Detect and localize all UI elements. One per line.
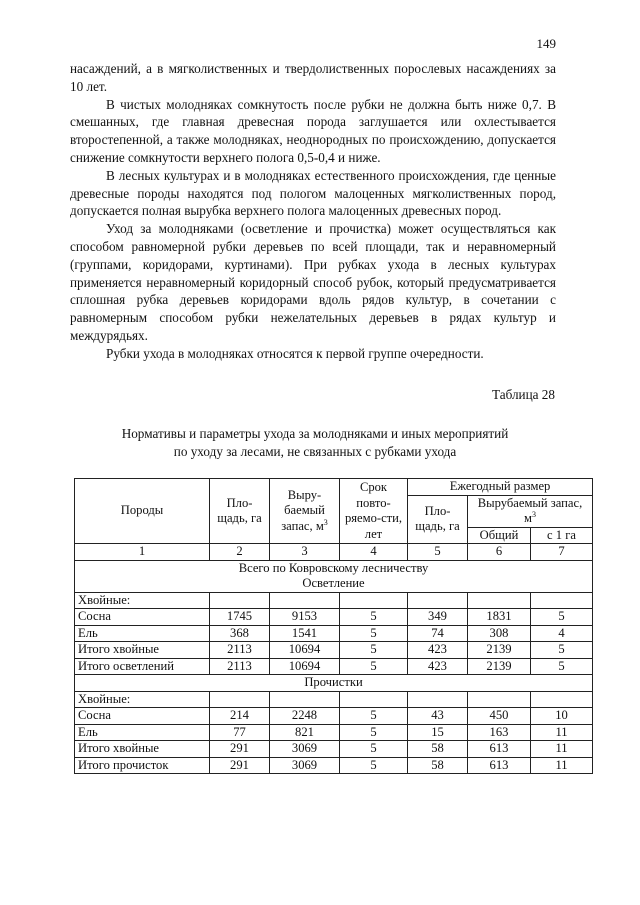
row-volume: 821 bbox=[270, 724, 340, 741]
row-name: Ель bbox=[75, 625, 210, 642]
header-annual: Ежегодный размер bbox=[408, 479, 593, 496]
row-volume: 9153 bbox=[270, 609, 340, 626]
page-number: 149 bbox=[536, 36, 556, 51]
row-period: 5 bbox=[340, 642, 408, 659]
row-area: 77 bbox=[210, 724, 270, 741]
row-annual-area: 43 bbox=[408, 708, 468, 725]
header-harvest-volume-text: Выру-баемый запас, м bbox=[281, 487, 325, 533]
forestry-title bbox=[75, 560, 593, 592]
empty-cell bbox=[408, 592, 468, 609]
row-volume: 3069 bbox=[270, 741, 340, 758]
row-total: 613 bbox=[468, 757, 531, 774]
header-harvest-volume bbox=[270, 479, 340, 544]
row-area: 368 bbox=[210, 625, 270, 642]
header-period: Срок повто-ряемо-сти, лет bbox=[340, 479, 408, 544]
table-label: Таблица 28 bbox=[492, 387, 555, 402]
header-annual-volume bbox=[468, 495, 593, 527]
row-annual-area: 15 bbox=[408, 724, 468, 741]
row-per-ha: 4 bbox=[531, 625, 593, 642]
forestry-name: Всего по Ковровскому лесничеству bbox=[238, 560, 429, 575]
row-area: 291 bbox=[210, 741, 270, 758]
col-num-5: 5 bbox=[408, 544, 468, 561]
row-per-ha: 10 bbox=[531, 708, 593, 725]
row-area: 291 bbox=[210, 757, 270, 774]
header-annual-area: Пло-щадь, га bbox=[408, 495, 468, 544]
paragraph-4: Уход за молодняками (осветление и прочистка) может осуществляться как способом равномерной рубки деревьев по всей площади, так и неравномерный (группами, коридорами, куртинами). При рубках ухода в лесных культурах применяется неравномерный коридорный способ рубок, который предусматривается сплошная рубка деревьев коридорами вдоль рядов культур, в сочетании с равномерным способом рубки нежелательных деревьев в рядах культур и междурядьях. bbox=[70, 221, 556, 343]
table-row bbox=[75, 642, 593, 659]
row-total: 1831 bbox=[468, 609, 531, 626]
row-annual-area: 423 bbox=[408, 642, 468, 659]
paragraph-1: насаждений, а в мягколиственных и твердолиственных порослевых насаждениях за 10 лет. bbox=[70, 61, 556, 94]
empty-cell bbox=[340, 592, 408, 609]
empty-cell bbox=[340, 691, 408, 708]
empty-cell bbox=[408, 691, 468, 708]
row-volume: 1541 bbox=[270, 625, 340, 642]
row-name: Итого прочисток bbox=[75, 757, 210, 774]
col-num-6: 6 bbox=[468, 544, 531, 561]
row-annual-area: 58 bbox=[408, 757, 468, 774]
col-num-2: 2 bbox=[210, 544, 270, 561]
row-total: 613 bbox=[468, 741, 531, 758]
empty-cell bbox=[270, 691, 340, 708]
row-period: 5 bbox=[340, 625, 408, 642]
col-num-3: 3 bbox=[270, 544, 340, 561]
row-per-ha: 11 bbox=[531, 724, 593, 741]
header-total: Общий bbox=[468, 527, 531, 544]
header-area: Пло-щадь, га bbox=[210, 479, 270, 544]
row-total: 2139 bbox=[468, 658, 531, 675]
group-label: Хвойные: bbox=[75, 592, 210, 609]
header-row-1 bbox=[75, 479, 593, 496]
column-number-row bbox=[75, 544, 593, 561]
row-per-ha: 5 bbox=[531, 642, 593, 659]
row-annual-area: 74 bbox=[408, 625, 468, 642]
section-row bbox=[75, 675, 593, 692]
row-name: Итого хвойные bbox=[75, 741, 210, 758]
section-title-thinning: Прочистки bbox=[75, 675, 593, 692]
paragraph-2: В чистых молодняках сомкнутость после рубки не должна быть ниже 0,7. В смешанных, где главная древесная порода заглушается или охлестывается второстепенной, а также молодняках, неоднородных по происхождению, допускается снижение сомкнутости верхнего полога 0,5-0,4 и ниже. bbox=[70, 96, 556, 165]
table-title-line-1: Нормативы и параметры ухода за молодняками и иных мероприятий bbox=[121, 426, 509, 441]
row-volume: 10694 bbox=[270, 658, 340, 675]
table-title-line-2: по уходу за лесами, не связанных с рубками ухода bbox=[173, 443, 457, 459]
row-area: 2113 bbox=[210, 642, 270, 659]
paragraph-3: В лесных культурах и в молодняках естественного происхождения, где ценные древесные породы находятся под пологом малоценных мягколиственных пород, допускается полная вырубка верхнего полога малоценных древесных пород. bbox=[70, 167, 556, 219]
empty-cell bbox=[531, 691, 593, 708]
header-species: Породы bbox=[75, 479, 210, 544]
row-total: 2139 bbox=[468, 642, 531, 659]
header-per-ha: с 1 га bbox=[531, 527, 593, 544]
row-period: 5 bbox=[340, 724, 408, 741]
empty-cell bbox=[210, 691, 270, 708]
group-row bbox=[75, 691, 593, 708]
row-name: Итого осветлений bbox=[75, 658, 210, 675]
table-row bbox=[75, 757, 593, 774]
empty-cell bbox=[468, 691, 531, 708]
row-volume: 3069 bbox=[270, 757, 340, 774]
section-title-clearing: Осветление bbox=[302, 576, 365, 590]
col-num-1: 1 bbox=[75, 544, 210, 561]
norms-table bbox=[74, 478, 593, 774]
row-name: Сосна bbox=[75, 609, 210, 626]
body-text bbox=[70, 60, 556, 363]
empty-cell bbox=[210, 592, 270, 609]
table-title bbox=[60, 425, 570, 461]
row-per-ha: 11 bbox=[531, 757, 593, 774]
col-num-7: 7 bbox=[531, 544, 593, 561]
row-per-ha: 5 bbox=[531, 609, 593, 626]
row-per-ha: 5 bbox=[531, 658, 593, 675]
group-label: Хвойные: bbox=[75, 691, 210, 708]
row-period: 5 bbox=[340, 658, 408, 675]
header-harvest-volume-sup: 3 bbox=[323, 517, 328, 527]
row-area: 214 bbox=[210, 708, 270, 725]
row-annual-area: 58 bbox=[408, 741, 468, 758]
col-num-4: 4 bbox=[340, 544, 408, 561]
empty-cell bbox=[270, 592, 340, 609]
row-annual-area: 349 bbox=[408, 609, 468, 626]
table-row bbox=[75, 741, 593, 758]
empty-cell bbox=[531, 592, 593, 609]
forestry-row bbox=[75, 560, 593, 592]
row-per-ha: 11 bbox=[531, 741, 593, 758]
table-row bbox=[75, 708, 593, 725]
table-row bbox=[75, 609, 593, 626]
row-period: 5 bbox=[340, 708, 408, 725]
row-total: 450 bbox=[468, 708, 531, 725]
row-period: 5 bbox=[340, 741, 408, 758]
table-row bbox=[75, 724, 593, 741]
empty-cell bbox=[468, 592, 531, 609]
row-name: Итого хвойные bbox=[75, 642, 210, 659]
row-volume: 2248 bbox=[270, 708, 340, 725]
row-period: 5 bbox=[340, 609, 408, 626]
paragraph-5: Рубки ухода в молодняках относятся к первой группе очередности. bbox=[106, 345, 484, 361]
row-area: 1745 bbox=[210, 609, 270, 626]
header-annual-volume-sup: 3 bbox=[532, 509, 536, 519]
row-period: 5 bbox=[340, 757, 408, 774]
row-total: 163 bbox=[468, 724, 531, 741]
table-row bbox=[75, 658, 593, 675]
row-area: 2113 bbox=[210, 658, 270, 675]
row-annual-area: 423 bbox=[408, 658, 468, 675]
row-total: 308 bbox=[468, 625, 531, 642]
group-row bbox=[75, 592, 593, 609]
table-row bbox=[75, 625, 593, 642]
row-volume: 10694 bbox=[270, 642, 340, 659]
row-name: Сосна bbox=[75, 708, 210, 725]
header-annual-volume-text: Вырубаемый запас, м bbox=[477, 495, 583, 525]
row-name: Ель bbox=[75, 724, 210, 741]
